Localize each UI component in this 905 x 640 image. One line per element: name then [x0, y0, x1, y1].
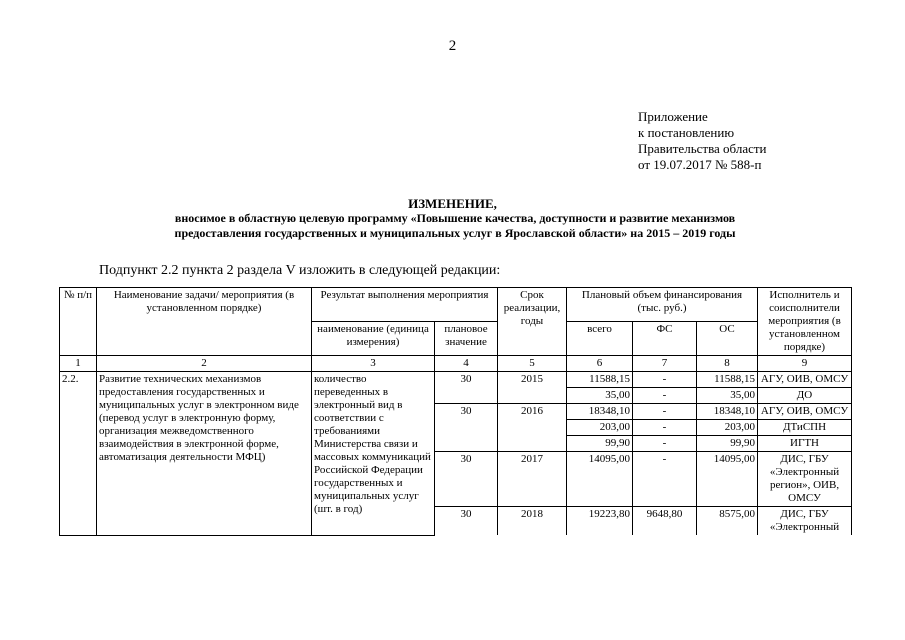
header-row — [60, 288, 852, 322]
fin-os: 14095,00 — [697, 452, 758, 507]
fin-fs: - — [633, 388, 697, 404]
column-number: 1 — [60, 356, 97, 372]
row-task-name: Развитие технических механизмов предоставления государственных и муниципальных услуг в электронном виде (перевод услуг в электронную форму, организация межведомственного взаимодействия в электронной форме, автоматизация деятельности МФЦ) — [97, 372, 312, 536]
executor: ДИС, ГБУ «Электронный — [758, 507, 852, 536]
fin-fs: 9648,80 — [633, 507, 697, 536]
year: 2016 — [498, 404, 567, 452]
planned-value: 30 — [435, 372, 498, 404]
appendix-line: к постановлению — [638, 125, 735, 140]
year: 2018 — [498, 507, 567, 536]
fin-os: 203,00 — [697, 420, 758, 436]
year: 2017 — [498, 452, 567, 507]
fin-total: 203,00 — [567, 420, 633, 436]
executor: ДТиСПН — [758, 420, 852, 436]
header-result-value: плановое значение — [435, 322, 498, 356]
appendix-line: Приложение — [638, 109, 708, 124]
subtitle-line: вносимое в областную целевую программу «Повышение качества, доступности и развитие механизмов — [174, 211, 736, 225]
fin-os: 99,90 — [697, 436, 758, 452]
appendix-line: Правительства области — [638, 141, 767, 156]
planned-value: 30 — [435, 404, 498, 452]
header-num: № п/п — [60, 288, 97, 356]
column-number: 4 — [435, 356, 498, 372]
fin-os: 35,00 — [697, 388, 758, 404]
fin-fs: - — [633, 420, 697, 436]
program-table — [59, 287, 852, 536]
executor: ИГТН — [758, 436, 852, 452]
executor: ДИС, ГБУ «Электронный регион», ОИВ, ОМСУ — [758, 452, 852, 507]
header-financing: Плановый объем финансирования (тыс. руб.) — [567, 288, 758, 322]
appendix-block — [638, 109, 767, 173]
fin-fs: - — [633, 436, 697, 452]
executor: ДО — [758, 388, 852, 404]
header-fin-total: всего — [567, 322, 633, 356]
executor: АГУ, ОИВ, ОМСУ — [758, 372, 852, 388]
year: 2015 — [498, 372, 567, 404]
page-number: 2 — [448, 38, 457, 54]
fin-total: 18348,10 — [567, 404, 633, 420]
fin-fs: - — [633, 452, 697, 507]
column-number: 2 — [97, 356, 312, 372]
document-subtitle — [70, 211, 840, 241]
header-fin-os: ОС — [697, 322, 758, 356]
fin-total: 11588,15 — [567, 372, 633, 388]
fin-fs: - — [633, 404, 697, 420]
header-fin-fs: ФС — [633, 322, 697, 356]
column-number-row — [60, 356, 852, 372]
column-number: 7 — [633, 356, 697, 372]
column-number: 8 — [697, 356, 758, 372]
column-number: 9 — [758, 356, 852, 372]
appendix-date: от 19.07.2017 № 588-п — [638, 157, 762, 172]
fin-total: 99,90 — [567, 436, 633, 452]
column-number: 3 — [312, 356, 435, 372]
row-result-name: количество переведенных в электронный вид в соответствии с требованиями Министерства связи и массовых коммуникаций Российской Федерации государственных и муниципальных услуг (шт. в год) — [312, 372, 435, 536]
fin-os: 11588,15 — [697, 372, 758, 388]
fin-total: 35,00 — [567, 388, 633, 404]
header-executor: Исполнитель и соисполнители мероприятия (в установленном порядке) — [758, 288, 852, 356]
planned-value: 30 — [435, 452, 498, 507]
intro-text: Подпункт 2.2 пункта 2 раздела V изложить в следующей редакции: — [99, 263, 501, 278]
fin-total: 19223,80 — [567, 507, 633, 536]
header-name: Наименование задачи/ мероприятия (в установленном порядке) — [97, 288, 312, 356]
row-number: 2.2. — [60, 372, 97, 536]
fin-total: 14095,00 — [567, 452, 633, 507]
header-result-name: наименование (единица измерения) — [312, 322, 435, 356]
column-number: 5 — [498, 356, 567, 372]
executor: АГУ, ОИВ, ОМСУ — [758, 404, 852, 420]
header-term: Срок реализации, годы — [498, 288, 567, 356]
document-title: ИЗМЕНЕНИЕ, — [408, 196, 497, 211]
planned-value: 30 — [435, 507, 498, 536]
fin-os: 8575,00 — [697, 507, 758, 536]
fin-os: 18348,10 — [697, 404, 758, 420]
header-result: Результат выполнения мероприятия — [312, 288, 498, 322]
column-number: 6 — [567, 356, 633, 372]
fin-fs: - — [633, 372, 697, 388]
subtitle-line: предоставления государственных и муниципальных услуг в Ярославской области» на 2015 – 2019 годы — [174, 226, 736, 240]
table-row — [60, 372, 852, 388]
